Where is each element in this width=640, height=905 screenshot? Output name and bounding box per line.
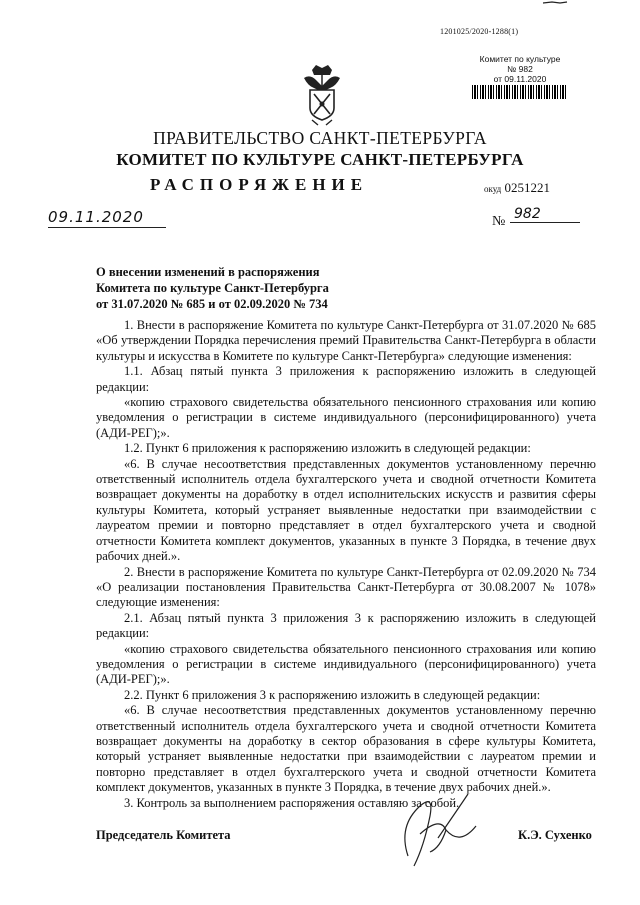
stamp-line-2: № 982 — [507, 64, 533, 74]
okud-label: окуд — [484, 184, 502, 194]
spb-coat-of-arms-icon — [300, 64, 344, 126]
signatory-name: К.Э. Сухенко — [518, 828, 592, 842]
order-number: 982 — [510, 206, 580, 223]
order-title: РАСПОРЯЖЕНИЕ — [150, 175, 369, 194]
okud-value: 0251221 — [504, 180, 551, 195]
document-number: 1201025/2020-1288(1) — [440, 27, 519, 36]
committee-header: КОМИТЕТ ПО КУЛЬТУРЕ САНКТ-ПЕТЕРБУРГА — [116, 150, 524, 169]
paragraph: 2.1. Абзац пятый пункта 3 приложения 3 к распоряжению изложить в следующей редакции: — [96, 610, 596, 641]
okud-code — [484, 180, 550, 196]
paragraph: 1. Внести в распоряжение Комитета по культуре Санкт-Петербурга от 31.07.2020 № 685 «Об утверждении Порядка перечисления премий Правительства Санкт-Петербурга в области культуры и искусства в Комитете по культуре Санкт-Петербурга» следующие изменения: — [96, 318, 596, 363]
handwritten-signature-icon — [390, 786, 500, 876]
paragraph: 2.2. Пункт 6 приложения 3 к распоряжению изложить в следующей редакции: — [124, 687, 541, 702]
subject-line: Комитета по культуре Санкт-Петербурга — [96, 281, 329, 295]
order-date: 09.11.2020 — [48, 208, 166, 228]
barcode-icon — [472, 85, 568, 99]
registration-stamp — [470, 54, 570, 99]
government-header: ПРАВИТЕЛЬСТВО САНКТ-ПЕТЕРБУРГА — [153, 128, 487, 148]
order-body — [96, 318, 596, 811]
paragraph: «6. В случае несоответствия представленных документов установленному перечню ответственный исполнитель отдела бухгалтерского учета и сводной отчетности Комитета возвращает документы на доработку в отдел исполнительских искусств и развития сферы культуры Комитета, который устраняет выявленные недостатки при взаимодействии с лауреатом премии и повторно представляет в отдел бухгалтерского учета и сводной отчетности Комитета комплект документов, указанных в пункте 3 Порядка, в течение двух рабочих дней.». — [96, 456, 596, 564]
stamp-line-3: от 09.11.2020 — [493, 74, 547, 84]
order-number-label: № — [492, 214, 506, 229]
stamp-line-1: Комитет по культуре — [479, 54, 561, 64]
paragraph: 1.1. Абзац пятый пункта 3 приложения к распоряжению изложить в следующей редакции: — [96, 364, 596, 394]
paragraph: 1.2. Пункт 6 приложения к распоряжению изложить в следующей редакции: — [124, 441, 531, 456]
subject-line: от 31.07.2020 № 685 и от 02.09.2020 № 734 — [96, 297, 328, 311]
paragraph: «6. В случае несоответствия представленных документов установленному перечню ответственный исполнитель отдела бухгалтерского учета и сводной отчетности Комитета возвращает документы на доработку в сектор образования в сфере культуры Комитета, который устраняет выявленные недостатки при взаимодействии с лауреатом премии и повторно представляет в отдел бухгалтерского учета и сводной отчетности Комитета комплект документов, указанных в пункте 3 Порядка, в течение двух рабочих дней.». — [96, 703, 596, 795]
order-subject — [96, 264, 426, 312]
scan-corner-mark — [542, 0, 568, 6]
subject-line: О внесении изменений в распоряжения — [96, 265, 320, 279]
paragraph: «копию страхового свидетельства обязательного пенсионного страхования или копию уведомления о регистрации в системе индивидуального (персонифицированного) учета (АДИ-РЕГ);». — [96, 395, 596, 440]
paragraph: «копию страхового свидетельства обязательного пенсионного страхования или копию уведомления о регистрации в системе индивидуального (персонифицированного) учета (АДИ-РЕГ);». — [96, 641, 596, 687]
paragraph: 2. Внести в распоряжение Комитета по культуре Санкт-Петербурга от 02.09.2020 № 734 «О реализации постановления Правительства Санкт-Петербурга от 30.08.2007 № 1078» следующие изменения: — [96, 564, 596, 610]
paragraph: 3. Контроль за выполнением распоряжения оставляю за собой. — [124, 795, 460, 810]
signatory-position: Председатель Комитета — [96, 828, 231, 842]
